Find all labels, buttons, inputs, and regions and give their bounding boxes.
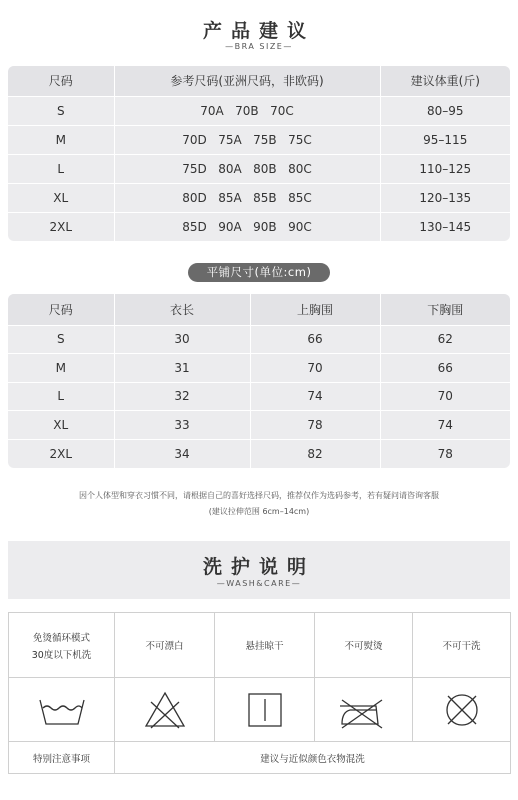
hang-dry-icon [237,690,293,730]
table-row [8,154,510,183]
table-header-row [8,66,510,96]
no-iron-icon [336,690,392,730]
size-cell: 2XL [8,212,114,241]
upper-chest-cell: 66 [250,325,380,354]
wash-section-title: 洗护说明 [202,556,315,578]
table-row [8,325,510,354]
no-bleach-icon [137,690,193,730]
flat-size-pill-label: 平铺尺寸(单位:cm) [188,263,330,282]
reference-cell: 75D 80A 80B 80C [114,154,380,183]
no-bleach-label: 不可漂白 [115,613,215,678]
header-size: 尺码 [8,66,114,96]
lower-chest-cell: 78 [437,446,453,461]
no-dry-clean-icon [434,690,490,730]
attention-label: 特别注意事项 [9,742,115,774]
reference-cell: 70D 75A 75B 75C [114,125,380,154]
size-cell: 2XL [8,439,114,468]
wash-basin-icon [34,690,90,730]
reference-cell: 80D 85A 85B 85C [114,183,380,212]
length-cell: 30 [114,325,250,354]
size-cell: XL [8,411,114,440]
size-cell: L [8,154,114,183]
table-row [8,439,510,468]
size-cell: M [8,125,114,154]
upper-chest-cell: 82 [250,439,380,468]
size-cell: S [8,96,114,125]
table-row [8,354,510,383]
weight-cell: 130–145 [419,219,472,234]
lower-chest-cell: 62 [380,325,510,354]
table-row [8,212,510,241]
length-cell: 34 [114,439,250,468]
header-reference-size: 参考尺码(亚洲尺码，非欧码) [114,66,380,96]
lower-chest-cell: 70 [380,382,510,411]
attention-text: 建议与近似颜色衣物混洗 [115,742,511,774]
bra-section-title: 产品建议 [202,20,315,42]
care-icon-row [9,678,511,742]
header-length: 衣长 [114,294,250,325]
weight-cell: 80–95 [380,96,510,125]
length-cell: 31 [114,354,250,383]
length-cell: 33 [114,411,250,440]
wash-care-table [8,612,511,774]
lower-chest-cell: 74 [380,411,510,440]
weight-cell: 110–125 [380,154,510,183]
no-dry-clean-label: 不可干洗 [413,613,511,678]
machine-wash-line1: 免烫循环模式 [32,632,90,644]
size-cell: S [8,325,114,354]
upper-chest-cell: 78 [250,411,380,440]
table-row [8,183,510,212]
header-size: 尺码 [8,294,114,325]
no-iron-label: 不可熨烫 [315,613,413,678]
reference-cell: 85D 90A 90B 90C [114,212,380,241]
stretch-range-note: (建议拉伸范围 6cm–14cm) [208,507,310,516]
flat-size-table [8,294,510,468]
machine-wash-label [9,613,115,678]
lower-chest-cell: 66 [380,354,510,383]
bra-size-table [8,66,510,241]
header-upper-chest: 上胸围 [250,294,380,325]
header-lower-chest: 下胸围 [380,294,510,325]
size-cell: L [8,382,114,411]
reference-cell: 70A 70B 70C [114,96,380,125]
upper-chest-cell: 74 [250,382,380,411]
weight-cell: 120–135 [380,183,510,212]
wash-section-subtitle: —WASH&CARE— [216,579,302,588]
header-weight: 建议体重(斤) [380,66,510,96]
table-row [8,411,510,440]
machine-wash-line2: 30度以下机洗 [31,649,92,661]
size-cell: M [8,354,114,383]
size-advice-note: 因个人体型和穿衣习惯不同，请根据自己的喜好选择尺码，推荐仅作为选码参考，若有疑问请咨询客服 [79,491,439,500]
table-row [8,96,510,125]
table-row [8,125,510,154]
upper-chest-cell: 70 [250,354,380,383]
attention-row [9,742,511,774]
table-header-row [8,294,510,325]
bra-section-subtitle: —BRA SIZE— [225,42,293,51]
length-cell: 32 [114,382,250,411]
size-cell: XL [8,183,114,212]
hang-dry-label: 悬挂晾干 [215,613,315,678]
table-row [8,382,510,411]
care-label-row [9,613,511,678]
weight-cell: 95–115 [380,125,510,154]
